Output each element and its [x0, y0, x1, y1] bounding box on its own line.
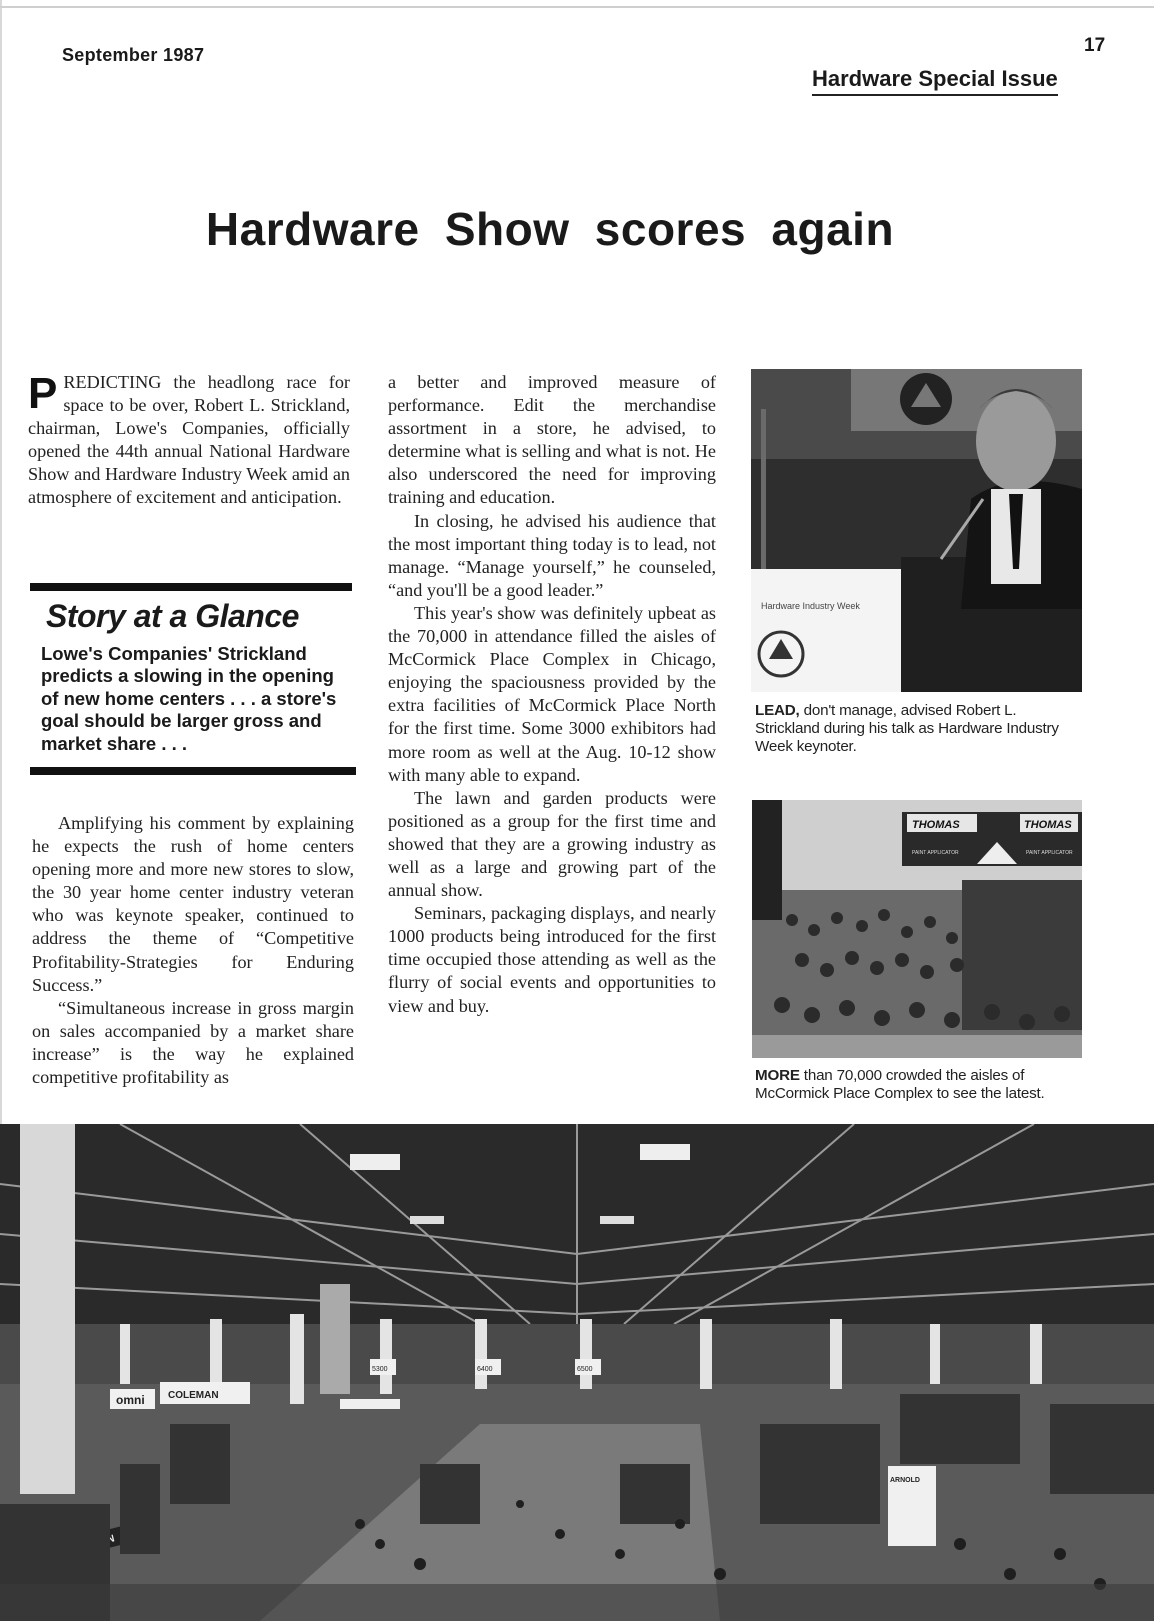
issue-date: September 1987 [62, 45, 205, 65]
speaker-photo [751, 369, 1082, 692]
paragraph: The lawn and garden products were positioned as a group for the first time and showed that they are a growing industry as well as a large and growing part of the annual show. [388, 787, 716, 901]
paragraph: Amplifying his comment by explaining he expects the rush of home centers opening more and more new stores to slow, the 30 year home center industry veteran who was keynote speaker, continued to address the theme of “Competitive Profitability-Strategies for Enduring Success.” [32, 813, 354, 995]
speaker-caption [755, 702, 1085, 757]
hall-sign-text: 6500 [577, 1366, 593, 1373]
crowd-photo [752, 800, 1082, 1058]
sidebar-title: Story at a Glance [46, 598, 299, 634]
article-column-1 [32, 812, 354, 1089]
sidebar-summary: Lowe's Companies' Strickland predicts a slowing in the opening of new home centers . . . a store's goal should be larger gross and market share . . . [41, 643, 337, 754]
exhibition-hall-photo [0, 1124, 1154, 1621]
caption-text: than 70,000 crowded the aisles of McCormick Place Complex to see the latest. [755, 1067, 1045, 1103]
booth-sign-text: THOMAS [1024, 819, 1072, 831]
podium-logo-text: Hardware Industry Week [761, 601, 860, 611]
page-headline: Hardware Show scores again [205, 203, 895, 255]
paragraph: “Simultaneous increase in gross margin on sales accompanied by a market share increase” is the way he explained competitive profitability as [32, 997, 354, 1088]
booth-sub-text: PAINT APPLICATOR [1026, 850, 1073, 856]
hall-sign-text: 5300 [372, 1366, 388, 1373]
booth-sub-text: PAINT APPLICATOR [912, 850, 959, 856]
caption-lead: MORE [755, 1067, 800, 1084]
paragraph: a better and improved measure of performance. Edit the merchandise assortment in a store, he advised, to determine what is selling and what is not. He also underscored the need for improving training and education. [388, 372, 716, 508]
booth-sign-text: THOMAS [912, 819, 960, 831]
paragraph: In closing, he advised his audience that the most important thing today is to lead, not manage. “Manage yourself,” he counseled, “and you'll be a good leader.” [388, 510, 716, 600]
paragraph: This year's show was definitely upbeat as the 70,000 in attendance filled the aisles of McCormick Place Complex in Chicago, enjoying the spaciousness provided by the extra facilities of McCormick Place North for the first time. Some 3000 exhibitors had more room as well at the Aug. 10-12 show with many able to expand. [388, 602, 716, 785]
paragraph: Seminars, packaging displays, and nearly 1000 products being introduced for the first time occupied those attending as well as the flurry of social events and opportunities to view and buy. [388, 903, 716, 1016]
caption-lead: LEAD, [755, 702, 800, 719]
sidebar-rule-top [30, 583, 352, 591]
article-column-2 [388, 371, 716, 1018]
hall-sign-text: 6400 [477, 1366, 493, 1373]
article-intro [28, 371, 350, 510]
hall-sign-text: COLEMAN [168, 1390, 219, 1401]
sidebar-rule-bottom [30, 767, 356, 775]
drop-cap: P [28, 369, 58, 418]
page-number: 17 [1084, 35, 1106, 56]
top-edge [0, 6, 1154, 8]
intro-text: REDICTING the headlong race for space to be over, Robert L. Strickland, chairman, Lowe's Companies, officially opened the 44th annual National Hardware Show and Hardware Industry Week amid an atmosphere of excitement and anticipation. [28, 372, 350, 508]
section-title: Hardware Special Issue [812, 66, 1058, 96]
hall-sign-text: omni [116, 1393, 145, 1407]
crowd-caption [755, 1067, 1085, 1103]
hall-sign-text: ARNOLD [890, 1477, 920, 1484]
caption-text: don't manage, advised Robert L. Strickland during his talk as Hardware Industry Week keynoter. [755, 702, 1059, 756]
